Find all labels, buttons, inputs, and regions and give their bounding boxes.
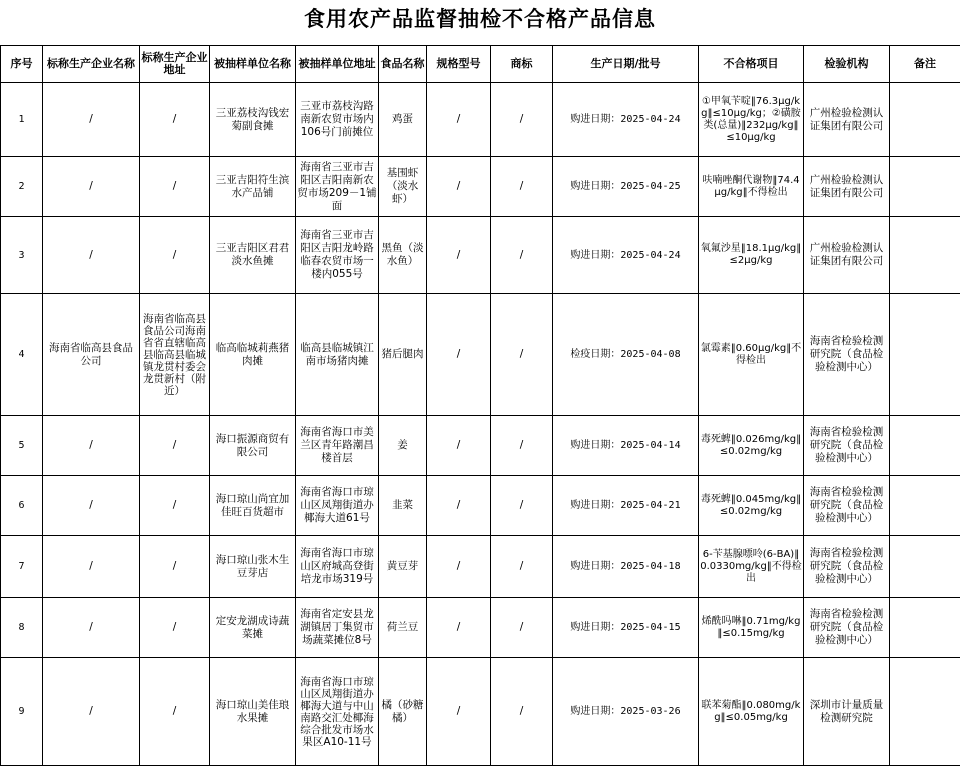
cell-seq: 5: [1, 416, 43, 476]
cell-producer-address: /: [140, 476, 210, 536]
cell-agency: 海南省检验检测研究院（食品检验检测中心）: [804, 476, 890, 536]
results-table: [0, 45, 960, 766]
cell-food-name: 黑鱼（淡水鱼）: [379, 217, 427, 294]
cell-note: [890, 476, 960, 536]
cell-agency: 海南省检验检测研究院（食品检验检测中心）: [804, 294, 890, 416]
cell-sampled-unit: 定安龙湖成诗蔬菜摊: [210, 598, 296, 658]
header-agency: 检验机构: [804, 46, 890, 83]
cell-sampled-unit: 临高临城莉燕猪肉摊: [210, 294, 296, 416]
cell-agency: 海南省检验检测研究院（食品检验检测中心）: [804, 598, 890, 658]
cell-failed-item: 呋喃唑酮代谢物‖74.4μg/kg‖不得检出: [699, 157, 804, 217]
cell-brand: /: [491, 536, 553, 598]
cell-date: 购进日期：2025-04-21: [553, 476, 699, 536]
cell-failed-item: 烯酰吗啉‖0.71mg/kg‖≤0.15mg/kg: [699, 598, 804, 658]
cell-seq: 2: [1, 157, 43, 217]
cell-brand: /: [491, 658, 553, 766]
cell-note: [890, 598, 960, 658]
cell-sampled-address: 海南省海口市琼山区凤翔街道办椰海大道与中山南路交汇处椰海综合批发市场水果区A10-11号: [296, 658, 379, 766]
cell-sampled-unit: 三亚吉阳区君君淡水鱼摊: [210, 217, 296, 294]
cell-seq: 4: [1, 294, 43, 416]
cell-spec: /: [427, 658, 491, 766]
table-row: [1, 476, 960, 536]
cell-producer: /: [43, 536, 140, 598]
table-row: [1, 217, 960, 294]
header-spec: 规格型号: [427, 46, 491, 83]
cell-sampled-address: 海南省定安县龙湖镇居丁集贸市场蔬菜摊位8号: [296, 598, 379, 658]
cell-failed-item: 毒死蜱‖0.045mg/kg‖≤0.02mg/kg: [699, 476, 804, 536]
cell-brand: /: [491, 416, 553, 476]
table-row: [1, 83, 960, 157]
cell-agency: 广州检验检测认证集团有限公司: [804, 83, 890, 157]
cell-note: [890, 416, 960, 476]
cell-sampled-address: 海南省三亚市吉阳区吉阳南新农贸市场209－1铺面: [296, 157, 379, 217]
cell-seq: 6: [1, 476, 43, 536]
cell-producer: /: [43, 83, 140, 157]
header-sampled-unit: 被抽样单位名称: [210, 46, 296, 83]
cell-failed-item: 联苯菊酯‖0.080mg/kg‖≤0.05mg/kg: [699, 658, 804, 766]
cell-seq: 1: [1, 83, 43, 157]
cell-note: [890, 294, 960, 416]
cell-producer-address: 海南省临高县食品公司海南省省直辖临高县临高县临城镇龙贯村委会龙贯新村（附近）: [140, 294, 210, 416]
document-title: 食用农产品监督抽检不合格产品信息: [304, 7, 656, 31]
cell-spec: /: [427, 416, 491, 476]
cell-producer-address: /: [140, 83, 210, 157]
cell-food-name: 黄豆芽: [379, 536, 427, 598]
cell-failed-item: 氧氟沙星‖18.1μg/kg‖≤2μg/kg: [699, 217, 804, 294]
cell-note: [890, 83, 960, 157]
cell-sampled-unit: 三亚荔枝沟钱宏菊副食摊: [210, 83, 296, 157]
table-row: [1, 658, 960, 766]
cell-producer: /: [43, 658, 140, 766]
cell-agency: 海南省检验检测研究院（食品检验检测中心）: [804, 416, 890, 476]
cell-date: 购进日期：2025-04-15: [553, 598, 699, 658]
cell-food-name: 猪后腿肉: [379, 294, 427, 416]
cell-brand: /: [491, 83, 553, 157]
cell-sampled-unit: 海口琼山张木生豆芽店: [210, 536, 296, 598]
cell-spec: /: [427, 294, 491, 416]
table-row: [1, 598, 960, 658]
cell-sampled-unit: 海口琼山尚宜加佳旺百货超市: [210, 476, 296, 536]
cell-brand: /: [491, 598, 553, 658]
cell-producer-address: /: [140, 416, 210, 476]
header-food-name: 食品名称: [379, 46, 427, 83]
cell-agency: 海南省检验检测研究院（食品检验检测中心）: [804, 536, 890, 598]
header-brand: 商标: [491, 46, 553, 83]
cell-producer: /: [43, 416, 140, 476]
cell-note: [890, 536, 960, 598]
cell-agency: 广州检验检测认证集团有限公司: [804, 157, 890, 217]
cell-food-name: 韭菜: [379, 476, 427, 536]
cell-sampled-address: 海南省海口市琼山区凤翔街道办椰海大道61号: [296, 476, 379, 536]
cell-sampled-address: 海南省海口市琼山区府城高登街培龙市场319号: [296, 536, 379, 598]
table-row: [1, 416, 960, 476]
cell-agency: 深圳市计量质量检测研究院: [804, 658, 890, 766]
cell-brand: /: [491, 157, 553, 217]
cell-sampled-address: 海南省三亚市吉阳区吉阳龙岭路临春农贸市场一楼内055号: [296, 217, 379, 294]
cell-producer-address: /: [140, 536, 210, 598]
cell-spec: /: [427, 217, 491, 294]
cell-producer: /: [43, 476, 140, 536]
cell-producer: 海南省临高县食品公司: [43, 294, 140, 416]
cell-note: [890, 157, 960, 217]
cell-spec: /: [427, 83, 491, 157]
cell-producer: /: [43, 157, 140, 217]
cell-seq: 8: [1, 598, 43, 658]
cell-food-name: 鸡蛋: [379, 83, 427, 157]
cell-date: 购进日期：2025-04-24: [553, 217, 699, 294]
cell-failed-item: 毒死蜱‖0.026mg/kg‖≤0.02mg/kg: [699, 416, 804, 476]
cell-date: 购进日期：2025-03-26: [553, 658, 699, 766]
table-row: [1, 294, 960, 416]
header-sampled-address: 被抽样单位地址: [296, 46, 379, 83]
cell-seq: 9: [1, 658, 43, 766]
cell-failed-item: 氯霉素‖0.60μg/kg‖不得检出: [699, 294, 804, 416]
cell-producer: /: [43, 598, 140, 658]
table-row: [1, 157, 960, 217]
cell-date: 购进日期：2025-04-24: [553, 83, 699, 157]
cell-date: 购进日期：2025-04-14: [553, 416, 699, 476]
cell-failed-item: 6-苄基腺嘌呤(6-BA)‖0.0330mg/kg‖不得检出: [699, 536, 804, 598]
cell-producer-address: /: [140, 157, 210, 217]
cell-food-name: 橘（砂糖橘）: [379, 658, 427, 766]
cell-producer: /: [43, 217, 140, 294]
cell-sampled-unit: 三亚吉阳符生滨水产品铺: [210, 157, 296, 217]
cell-agency: 广州检验检测认证集团有限公司: [804, 217, 890, 294]
cell-brand: /: [491, 476, 553, 536]
header-failed-item: 不合格项目: [699, 46, 804, 83]
header-producer-address: 标称生产企业地址: [140, 46, 210, 83]
cell-sampled-unit: 海口振源商贸有限公司: [210, 416, 296, 476]
header-row: [1, 46, 960, 83]
header-seq: 序号: [1, 46, 43, 83]
cell-date: 检疫日期：2025-04-08: [553, 294, 699, 416]
cell-sampled-address: 三亚市荔枝沟路南新农贸市场内106号门前摊位: [296, 83, 379, 157]
header-note: 备注: [890, 46, 960, 83]
cell-spec: /: [427, 476, 491, 536]
cell-failed-item: ①甲氧苄啶‖76.3μg/kg‖≤10μg/kg；②磺胺类(总量)‖232μg/kg‖≤10μg/kg: [699, 83, 804, 157]
cell-food-name: 基围虾（淡水虾）: [379, 157, 427, 217]
cell-sampled-unit: 海口琼山美佳琅水果摊: [210, 658, 296, 766]
cell-date: 购进日期：2025-04-25: [553, 157, 699, 217]
table-row: [1, 536, 960, 598]
cell-sampled-address: 临高县临城镇江南市场猪肉摊: [296, 294, 379, 416]
cell-seq: 3: [1, 217, 43, 294]
cell-note: [890, 658, 960, 766]
header-producer: 标称生产企业名称: [43, 46, 140, 83]
cell-food-name: 姜: [379, 416, 427, 476]
header-date: 生产日期/批号: [553, 46, 699, 83]
cell-note: [890, 217, 960, 294]
cell-brand: /: [491, 294, 553, 416]
cell-spec: /: [427, 598, 491, 658]
cell-spec: /: [427, 157, 491, 217]
cell-spec: /: [427, 536, 491, 598]
cell-food-name: 荷兰豆: [379, 598, 427, 658]
cell-seq: 7: [1, 536, 43, 598]
cell-producer-address: /: [140, 217, 210, 294]
cell-date: 购进日期：2025-04-18: [553, 536, 699, 598]
cell-brand: /: [491, 217, 553, 294]
cell-producer-address: /: [140, 658, 210, 766]
cell-producer-address: /: [140, 598, 210, 658]
cell-sampled-address: 海南省海口市美兰区青年路潮昌楼首层: [296, 416, 379, 476]
